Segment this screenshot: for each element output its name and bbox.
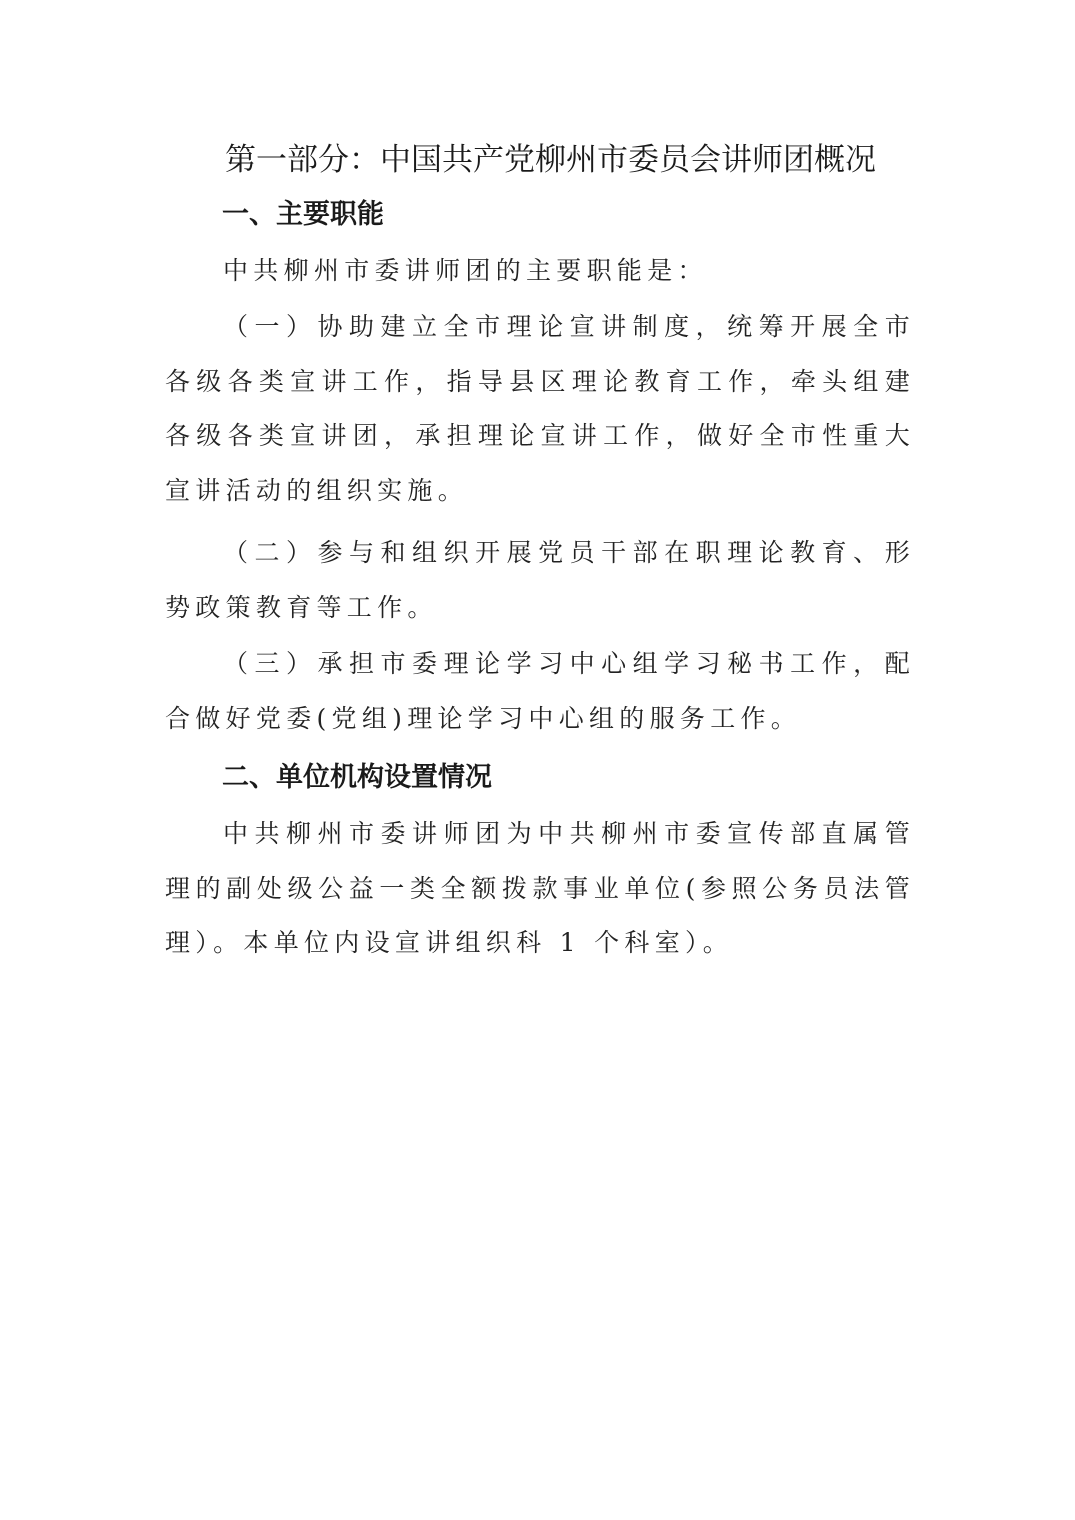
function-item-2: （二）参与和组织开展党员干部在职理论教育、形势政策教育等工作。 (165, 538, 915, 622)
section-heading-organization: 二、单位机构设置情况 (222, 762, 492, 793)
function-item-3: （三）承担市委理论学习中心组学习秘书工作，配合做好党委(党组)理论学习中心组的服务工作。 (165, 649, 915, 733)
section-heading-main-functions: 一、主要职能 (222, 199, 384, 230)
document-title: 第一部分：中国共产党柳州市委员会讲师团概况 (225, 142, 876, 178)
function-item-1: （一）协助建立全市理论宣讲制度，统筹开展全市各级各类宣讲工作，指导县区理论教育工作，牵头组建各级各类宣讲团，承担理论宣讲工作，做好全市性重大宣讲活动的组织实施。 (165, 312, 915, 505)
organization-body: 中共柳州市委讲师团为中共柳州市委宣传部直属管理的副处级公益一类全额拨款事业单位(参照公务员法管理）。本单位内设宣讲组织科 1 个科室）。 (165, 819, 915, 957)
functions-intro: 中共柳州市委讲师团的主要职能是： (223, 256, 708, 285)
